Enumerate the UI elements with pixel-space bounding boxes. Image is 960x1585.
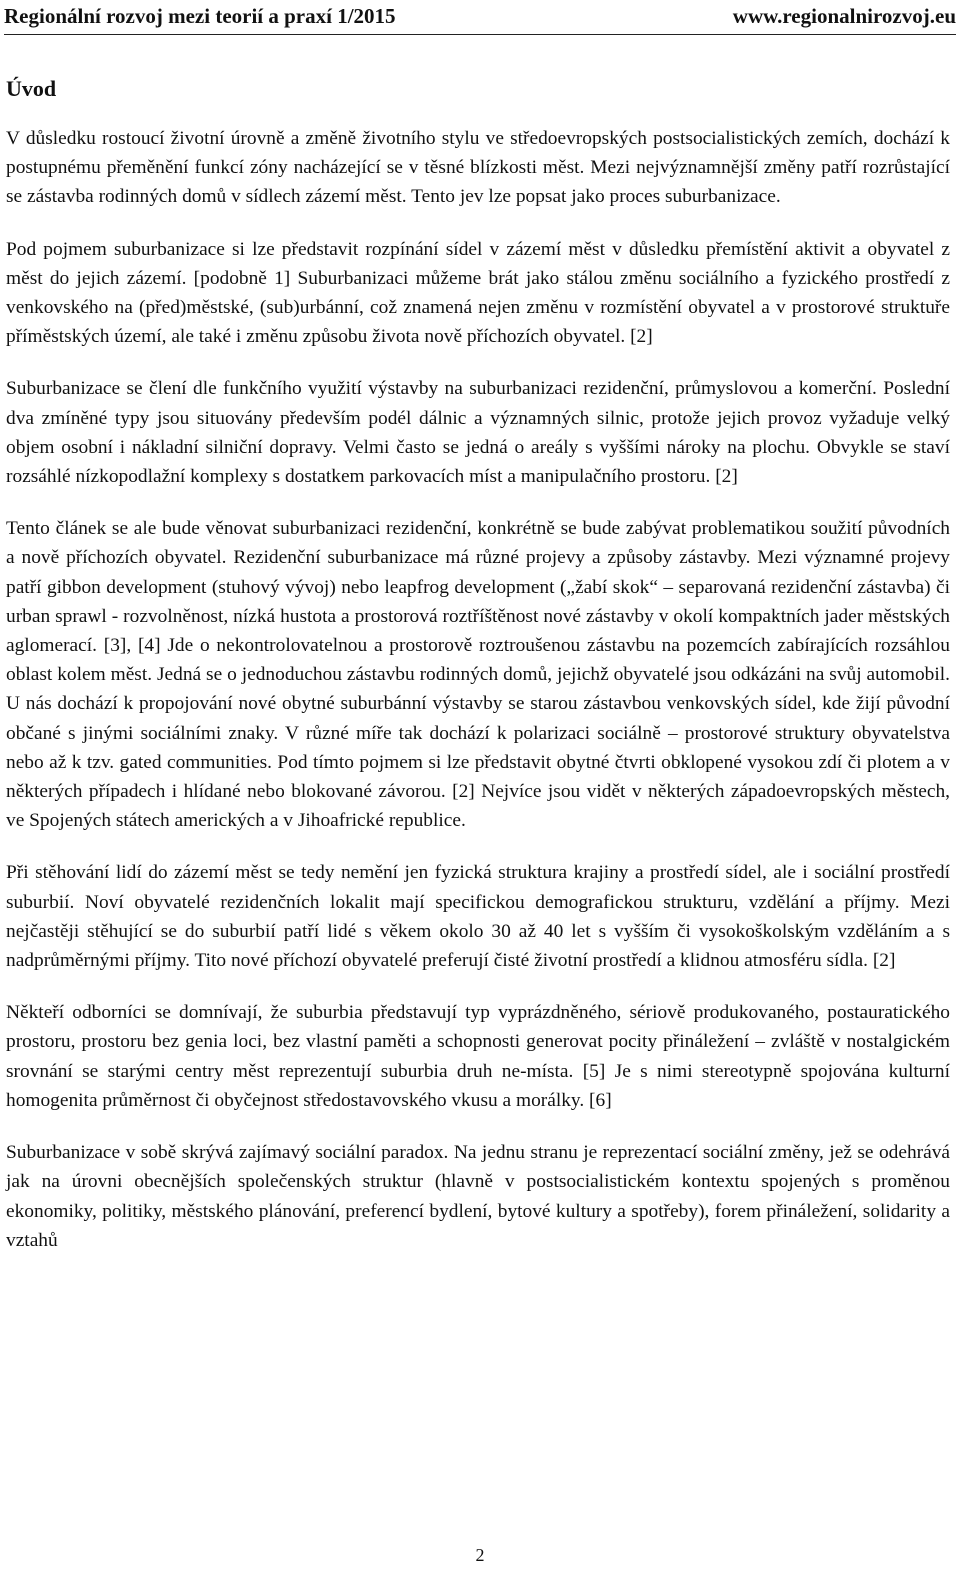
journal-title: Regionální rozvoj mezi teorií a praxí 1/2015 (4, 4, 396, 28)
paragraph: Suburbanizace se člení dle funkčního využití výstavby na suburbanizaci rezidenční, průmyslovou a komerční. Poslední dva zmíněné typy jsou situovány především podél dálnic a významných silnic, protože jejich provoz vyžaduje velký objem osobní i nákladní silniční dopravy. Velmi často se jedná o areály s vyššími nároky na plochu. Obvykle se staví rozsáhlé nízkopodlažní komplexy s dostatkem parkovacích míst a manipulačního prostoru. [2] (6, 378, 950, 488)
running-header (4, 4, 956, 35)
section-title: Úvod (6, 76, 57, 101)
paragraph: Pod pojmem suburbanizace si lze představit rozpínání sídel v zázemí měst v důsledku přemístění aktivit a obyvatel z měst do jejich zázemí. [podobně 1] Suburbanizaci můžeme brát jako stálou změnu sociálního a fyzického prostředí z venkovského na (před)městské, (sub)urbánní, což znamená nejen změnu v rozmístění obyvatel a v prostorové struktuře příměstských území, ale také i změnu způsobu života nově příchozích obyvatel. [2] (6, 238, 950, 348)
paragraph: Tento článek se ale bude věnovat suburbanizaci rezidenční, konkrétně se bude zabývat problematikou soužití původních a nově příchozích obyvatel. Rezidenční suburbanizace má různé projevy a způsoby zástavby. Mezi významné projevy patří gibbon development (stuhový vývoj) nebo leapfrog development („žabí skok“ – separovaná rezidenční zástavba) či urban sprawl - rozvolněnost, nízká hustota a prostorová roztříštěnost nové zástavby v okolí kompaktních jader městských aglomerací. [3], [4] Jde o nekontrolovatelnou a prostorově roztroušenou zástavbu na pozemcích zabírajících rozsáhlou oblast kolem měst. Jedná se o jednoduchou zástavbu rodinných domů, jejichž obyvatelé jsou odkázáni na svůj automobil. U nás dochází k propojování nové obytné suburbánní výstavby se starou zástavbou venkovských sídel, kde žijí původní občané s jinými sociálními znaky. V různé míře tak dochází k polarizaci sociálně – prostorové struktury obyvatelstva nebo až k tzv. gated communities. Pod tímto pojmem si lze představit obytné čtvrti obklopené vysokou zdí či plotem a v některých případech i hlídané nebo blokované závorou. [2] Nejvíce jsou vidět v některých západoevropských městech, ve Spojených státech amerických a v Jihoafrické republice. (6, 518, 950, 832)
page-number: 2 (475, 1545, 485, 1565)
body-text (6, 124, 950, 1278)
paragraph: Při stěhování lidí do zázemí měst se tedy nemění jen fyzická struktura krajiny a prostředí sídel, ale i sociální prostředí suburbií. Noví obyvatelé rezidenčních lokalit mají specifickou demografickou strukturu, vzdělání a příjmy. Mezi nejčastěji stěhující se do suburbií patří lidé s věkem okolo 30 až 40 let s vyšším či vysokoškolským vzděláním a s nadprůměrnými příjmy. Tito nové příchozí obyvatelé preferují čisté životní prostředí a klidnou atmosféru sídla. [2] (6, 862, 950, 972)
paragraph: Suburbanizace v sobě skrývá zajímavý sociální paradox. Na jednu stranu je reprezentací sociální změny, jež se odehrává jak na úrovni obecnějších společenských struktur (hlavně v postsocialistickém kontextu spojených s proměnou ekonomiky, politiky, městského plánování, preferencí bydlení, bytové kultury a spotřeby), forem přináležení, solidarity a vztahů (6, 1142, 950, 1251)
journal-website: www.regionalnirozvoj.eu (732, 4, 956, 28)
paragraph: V důsledku rostoucí životní úrovně a změně životního stylu ve středoevropských postsocialistických zemích, dochází k postupnému přeměnění funkcí zóny nacházející se v těsné blízkosti měst. Mezi nejvýznamnější změny patří rozrůstající se zástavba rodinných domů v sídlech zázemí měst. Tento jev lze popsat jako proces suburbanizace. (6, 128, 950, 208)
paragraph: Někteří odborníci se domnívají, že suburbia představují typ vyprázdněného, sériově produkovaného, postauratického prostoru, prostoru bez genia loci, bez vlastní paměti a schopnosti generovat pocity přináležení – zvláště v nostalgickém srovnání se starými centry měst reprezentují suburbia druh ne-místa. [5] Je s nimi stereotypně spojována kulturní homogenita průměrnost či obyčejnost středostavovského vkusu a morálky. [6] (6, 1002, 950, 1111)
